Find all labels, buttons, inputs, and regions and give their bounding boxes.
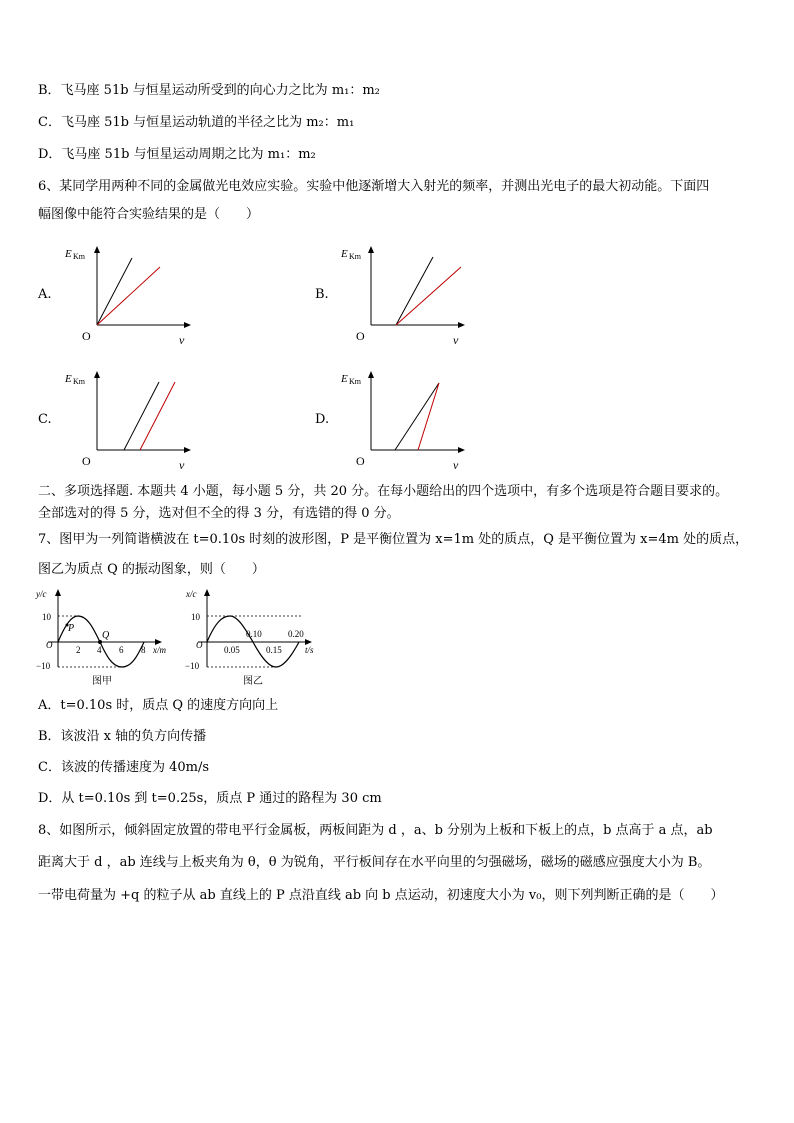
figure-caption: 图乙 [243,676,263,687]
q7-vibration-graph [180,585,330,690]
figure-caption: 图甲 [92,676,112,687]
origin-label: O [196,640,203,650]
q7-option-a: A．t=0.10s 时，质点 Q 的速度方向向上 [38,698,279,713]
y-axis-arrow-icon [368,246,374,253]
x-tick-4: 4 [97,645,102,655]
y-axis-arrow-icon [368,371,374,378]
ekm-label-main: E [341,248,348,260]
x-tick-6: 6 [119,645,124,655]
origin-label: O [46,640,53,650]
x-axis-label: ν [453,333,459,347]
origin-label: O [356,454,365,468]
origin-label: O [82,329,91,343]
y-axis-arrow-icon [94,371,100,378]
x-axis-label: x/m [153,645,166,655]
q6-graph-c [62,365,197,475]
q6-option-b-label: B. [315,287,329,302]
y-min-label: −10 [185,661,200,671]
ekm-label-main: E [341,373,348,385]
ekm-label-main: E [65,248,72,260]
q6-graph-a [62,240,197,350]
y-axis-arrow-icon [204,589,210,596]
y-max-label: 10 [42,612,51,622]
section2-heading-line1: 二、多项选择题. 本题共 4 小题，每小题 5 分，共 20 分。在每小题给出的四个选项中，有多个选项是符合题目要求的。 [38,484,729,499]
q7-wave-graph [30,585,180,690]
q6-stem-line2: 幅图像中能符合实验结果的是（ ） [38,207,260,222]
y-axis-arrow-icon [94,246,100,253]
q6-stem-line1: 6、某同学用两种不同的金属做光电效应实验。实验中他逐渐增大入射光的频率，并测出光电子的最大初动能。下面四 [38,179,710,194]
q7-stem-line1: 7、图甲为一列简谐横波在 t=0.10s 时刻的波形图，P 是平衡位置为 x=1m 处的质点，Q 是平衡位置为 x=4m 处的质点， [38,532,749,547]
y-axis-label: y/c [36,589,47,599]
line-metal-2 [140,382,175,450]
x-axis-label: ν [179,458,185,472]
point-p-label: P [68,623,75,634]
ekm-label-main: E [65,373,72,385]
x-tick-8: 8 [141,645,146,655]
q5-option-c: C．飞马座 51b 与恒星运动轨道的半径之比为 m₂：m₁ [38,115,355,130]
q8-stem-line1: 8、如图所示，倾斜固定放置的带电平行金属板，两板间距为 d ，a、b 分别为上板和下板上的点，b 点高于 a 点，ab [38,823,713,838]
x-axis-arrow-icon [184,447,191,453]
ekm-label-sub: Km [349,252,361,261]
q6-graph-b [338,240,473,350]
x-axis-arrow-icon [458,447,465,453]
x-axis-arrow-icon [458,322,465,328]
q6-option-c-label: C. [38,412,52,427]
q6-option-a-label: A. [38,287,52,302]
t-tick-0.05: 0.05 [224,645,240,655]
x-axis-label: t/s [305,645,314,655]
section2-heading-line2: 全部选对的得 5 分，选对但不全的得 3 分，有选错的得 0 分。 [38,506,400,521]
line-metal-1 [124,382,159,450]
q8-stem-line2: 距离大于 d ，ab 连线与上板夹角为 θ，θ 为锐角，平行板间存在水平向里的匀强磁场，磁场的磁感应强度大小为 B。 [38,855,711,870]
ekm-label-sub: Km [349,377,361,386]
y-max-label: 10 [191,612,200,622]
line-metal-2 [396,267,461,325]
t-tick-0.10: 0.10 [246,629,262,639]
x-axis-label: ν [179,333,185,347]
q8-stem-line3: 一带电荷量为 +q 的粒子从 ab 直线上的 P 点沿直线 ab 向 b 点运动，初速度大小为 v₀，则下列判断正确的是（ ） [38,888,724,903]
x-axis-label: ν [453,458,459,472]
x-axis-arrow-icon [184,322,191,328]
line-metal-1 [97,258,132,325]
line-metal-2 [418,383,439,450]
line-metal-1 [395,383,439,450]
q6-graph-d [338,365,473,475]
q5-option-b: B．飞马座 51b 与恒星运动所受到的向心力之比为 m₁：m₂ [38,83,380,98]
q7-option-c: C．该波的传播速度为 40m/s [38,760,209,775]
line-metal-2 [97,267,160,325]
t-tick-0.15: 0.15 [266,645,282,655]
y-axis-arrow-icon [55,589,61,596]
line-metal-1 [396,257,433,325]
ekm-label-sub: Km [73,377,85,386]
y-axis-label: x/c [186,589,197,599]
q7-option-d: D．从 t=0.10s 到 t=0.25s，质点 P 通过的路程为 30 cm [38,791,382,806]
point-q-label: Q [102,630,110,641]
y-min-label: −10 [36,661,51,671]
t-tick-0.20: 0.20 [288,629,304,639]
q7-option-b: B．该波沿 x 轴的负方向传播 [38,729,207,744]
q5-option-d: D．飞马座 51b 与恒星运动周期之比为 m₁：m₂ [38,147,316,162]
origin-label: O [82,454,91,468]
ekm-label-sub: Km [73,252,85,261]
x-tick-2: 2 [76,645,81,655]
origin-label: O [356,329,365,343]
q6-option-d-label: D. [315,412,330,427]
q7-stem-line2: 图乙为质点 Q 的振动图象，则（ ） [38,562,265,577]
